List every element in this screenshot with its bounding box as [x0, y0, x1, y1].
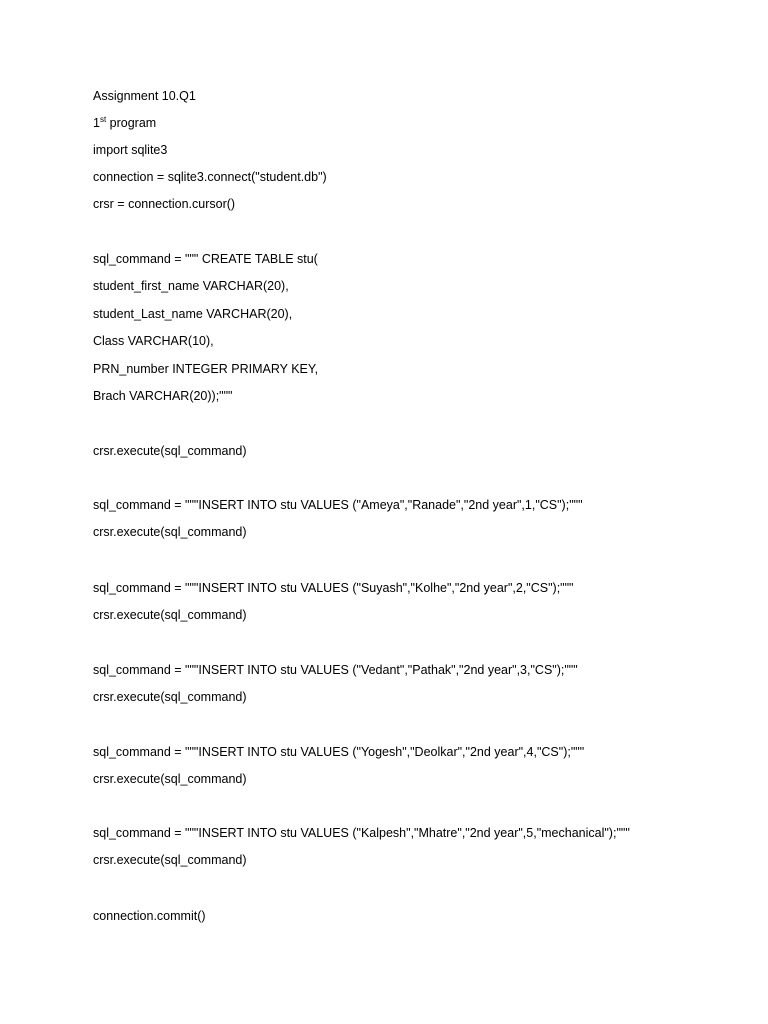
- code-line: crsr.execute(sql_command): [93, 690, 247, 704]
- code-line: crsr.execute(sql_command): [93, 772, 247, 786]
- code-line: connection = sqlite3.connect("student.db"): [93, 170, 327, 184]
- code-line: sql_command = """INSERT INTO stu VALUES ("Kalpesh","Mhatre","2nd year",5,"mechanical");""": [93, 826, 630, 840]
- program-label: program: [106, 116, 157, 130]
- program-ordinal-suffix: st: [99, 114, 107, 124]
- code-line: connection.commit(): [93, 909, 206, 923]
- document-title: Assignment 10.Q1: [93, 89, 196, 103]
- program-number: 1: [93, 116, 100, 130]
- code-line: Class VARCHAR(10),: [93, 334, 214, 348]
- code-line: sql_command = """INSERT INTO stu VALUES ("Yogesh","Deolkar","2nd year",4,"CS");""": [93, 745, 585, 759]
- code-line: student_first_name VARCHAR(20),: [93, 279, 289, 293]
- code-line: crsr.execute(sql_command): [93, 444, 247, 458]
- code-line: sql_command = """INSERT INTO stu VALUES ("Suyash","Kolhe","2nd year",2,"CS");""": [93, 581, 574, 595]
- code-line: sql_command = """ CREATE TABLE stu(: [93, 252, 318, 266]
- code-line: sql_command = """INSERT INTO stu VALUES ("Vedant","Pathak","2nd year",3,"CS");""": [93, 663, 578, 677]
- code-line: crsr.execute(sql_command): [93, 525, 247, 539]
- code-line: crsr = connection.cursor(): [93, 197, 236, 211]
- code-line: import sqlite3: [93, 143, 168, 157]
- program-heading: [93, 115, 156, 131]
- code-line: PRN_number INTEGER PRIMARY KEY,: [93, 362, 319, 376]
- code-line: crsr.execute(sql_command): [93, 853, 247, 867]
- code-line: sql_command = """INSERT INTO stu VALUES ("Ameya","Ranade","2nd year",1,"CS");""": [93, 498, 583, 512]
- code-line: crsr.execute(sql_command): [93, 608, 247, 622]
- code-line: Brach VARCHAR(20));""": [93, 389, 233, 403]
- code-line: student_Last_name VARCHAR(20),: [93, 307, 293, 321]
